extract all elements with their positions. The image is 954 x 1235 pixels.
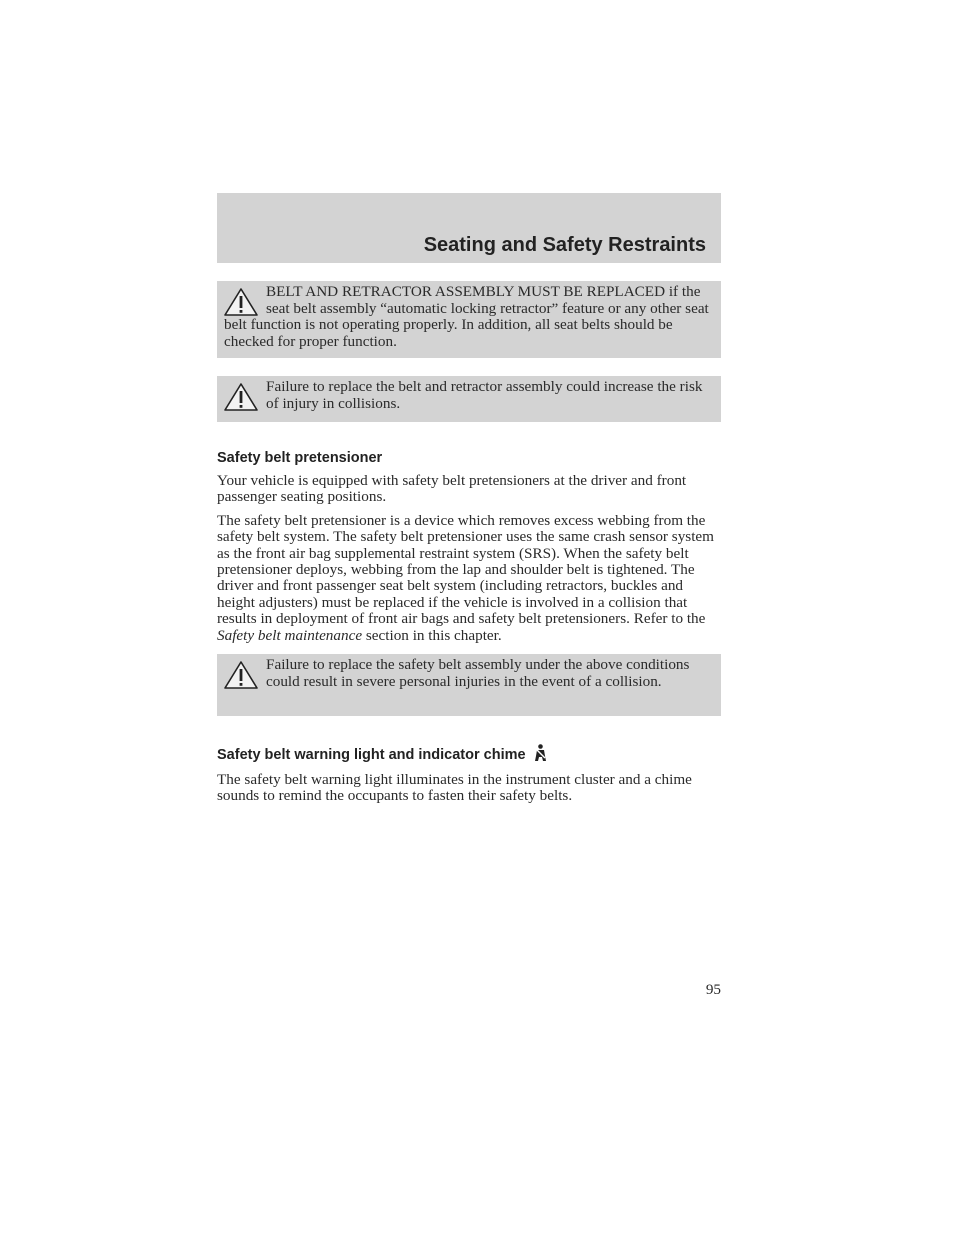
section-header-bar: [217, 193, 721, 263]
paragraph: The safety belt warning light illuminates in the instrument cluster and a chime sounds to remind the occupants to fasten their safety belts.: [217, 771, 692, 805]
section-heading: Safety belt pretensioner: [217, 450, 383, 466]
paragraph-text: section in this chapter.: [365, 626, 502, 644]
warning-box-3: [217, 654, 721, 716]
warning-text: BELT AND RETRACTOR ASSEMBLY MUST BE REPLACED if the seat belt assembly “automatic locking retractor” feature or any other seat belt function is not operating properly. In addition, all seat belts should be checked for proper function.: [224, 283, 709, 350]
warning-box-2: [217, 376, 721, 422]
paragraph-text: The safety belt pretensioner is a device which removes excess webbing from the safety belt system. The safety belt pretensioner uses the same crash sensor system as the front air bag supplemental restraint system (SRS). When the safety belt pretensioner deploys, webbing from the lap and shoulder belt is tightened. The driver and front passenger seat belt system (including retractors, buckles and height adjusters) must be replaced if the vehicle is involved in a collision that results in deployment of front air bags and safety belt pretensioners. Refer to the: [217, 511, 714, 628]
warning-text: Failure to replace the belt and retractor assembly could increase the risk of injury in collisions.: [266, 378, 703, 412]
section-heading-text: Safety belt warning light and indicator chime: [217, 747, 526, 764]
warning-text: Failure to replace the safety belt assembly under the above conditions could result in severe personal injuries in the event of a collision.: [266, 656, 690, 690]
warning-triangle-icon: [224, 661, 258, 689]
cross-reference: Safety belt maintenance: [217, 626, 363, 644]
warning-triangle-icon: [224, 383, 258, 411]
manual-page: [217, 193, 721, 805]
paragraph: Your vehicle is equipped with safety belt pretensioners at the driver and front passenger seating positions.: [217, 472, 687, 506]
seatbelt-icon: [534, 744, 547, 762]
section-heading: [217, 744, 721, 763]
page-title: Seating and Safety Restraints: [423, 234, 706, 256]
warning-box-1: [217, 281, 721, 358]
warning-triangle-icon: [224, 288, 258, 316]
page-number: 95: [705, 981, 721, 998]
paragraph: [217, 513, 721, 644]
